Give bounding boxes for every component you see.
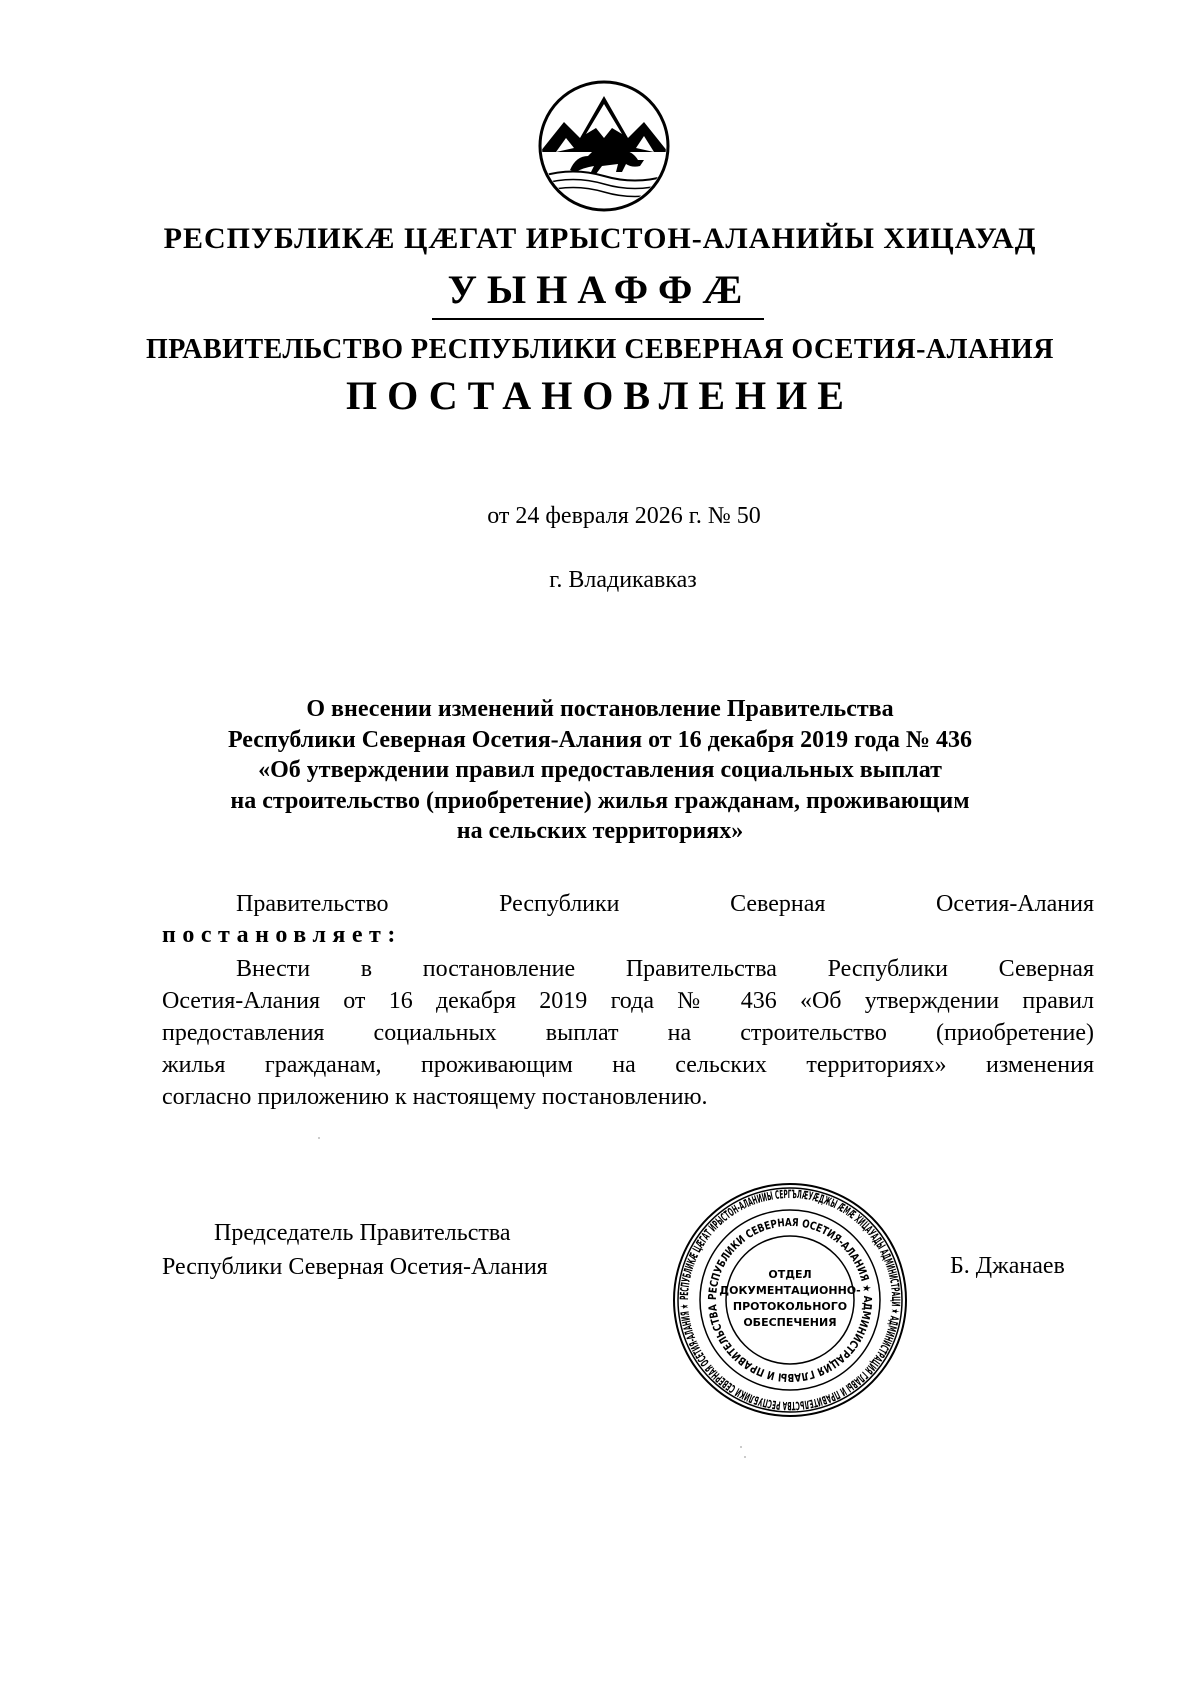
paragraph-line: согласно приложению к настоящему постановлению. — [162, 1084, 708, 1110]
stamp-inner-ring-text: РЕСПУБЛИКИ СЕВЕРНАЯ ОСЕТИЯ-АЛАНИЯ ★ АДМИНИСТРАЦИЯ ГЛАВЫ И ПРАВИТЕЛЬСТВА — [705, 1215, 875, 1385]
title-line: О внесении изменений постановление Правительства — [306, 696, 894, 722]
signatory-position — [162, 1216, 548, 1284]
operative-paragraph — [162, 953, 1094, 1113]
paragraph-line: Осетия-Алания от 16 декабря 2019 года № 436 «Об утверждении правил — [162, 988, 1094, 1014]
ossetian-government-heading: РЕСПУБЛИКӔ ЦӔГАТ ИРЫСТОН-АЛАНИЙЫ ХИЦАУАД — [163, 222, 1037, 255]
document-title — [150, 694, 1050, 847]
document-city: г. Владикавказ — [549, 567, 697, 593]
scan-speck — [318, 1137, 320, 1139]
coat-of-arms-emblem — [536, 78, 672, 214]
resolves-verb: постановляет: — [162, 922, 402, 948]
stamp-center-line: ДОКУМЕНТАЦИОННО- — [719, 1284, 861, 1297]
paragraph-line: предоставления социальных выплат на строительство (приобретение) — [162, 1020, 1094, 1046]
stamp-outer-ring-text: РЕСПУБЛИКӔ ЦӔГАТ ИРЫСТОН-АЛАНИЙЫ СЕРГЪЛÆУÆДЖЫ ÆМÆ ХИЦАУАДЫ АДМИНИСТРАЦИ ★ АДМИНИСТРАЦИЯ ГЛАВЫ И ПРАВИТЕЛЬСТВА РЕСПУБЛИКИ СЕВЕРНАЯ ОСЕТИЯ-АЛАНИЯ ★ — [676, 1186, 904, 1414]
paragraph-line: Внести в постановление Правительства Республики Северная — [236, 956, 1094, 982]
scan-speck — [744, 1456, 746, 1458]
stamp-center-line: ОБЕСПЕЧЕНИЯ — [743, 1316, 837, 1329]
ossetian-document-type: УЫНАФФӔ — [447, 267, 753, 312]
scan-speck — [740, 1446, 742, 1448]
signatory-position-line: Республики Северная Осетия-Алания — [162, 1254, 548, 1280]
document-date-number: от 24 февраля 2026 г. № 50 — [487, 503, 761, 529]
title-line: на сельских территориях» — [456, 818, 744, 844]
russian-government-heading: ПРАВИТЕЛЬСТВО РЕСПУБЛИКИ СЕВЕРНАЯ ОСЕТИЯ-АЛАНИЯ — [145, 334, 1055, 365]
resolves-subject: Правительство Республики Северная Осетия-Алания — [236, 891, 1094, 917]
russian-document-type: ПОСТАНОВЛЕНИЕ — [346, 373, 854, 418]
title-line: «Об утверждении правил предоставления социальных выплат — [258, 757, 942, 783]
signatory-position-line: Председатель Правительства — [214, 1220, 511, 1246]
paragraph-line: жилья гражданам, проживающим на сельских территориях» изменения — [162, 1052, 1094, 1078]
title-line: Республики Северная Осетия-Алания от 16 декабря 2019 года № 436 — [227, 726, 973, 753]
header-divider — [432, 318, 764, 320]
official-stamp — [672, 1182, 908, 1418]
signatory-name: Б. Джанаев — [950, 1253, 1065, 1279]
stamp-center-line: ОТДЕЛ — [768, 1268, 812, 1281]
stamp-center-line: ПРОТОКОЛЬНОГО — [732, 1300, 848, 1313]
title-line: на строительство (приобретение) жилья гражданам, проживающим — [230, 787, 970, 814]
